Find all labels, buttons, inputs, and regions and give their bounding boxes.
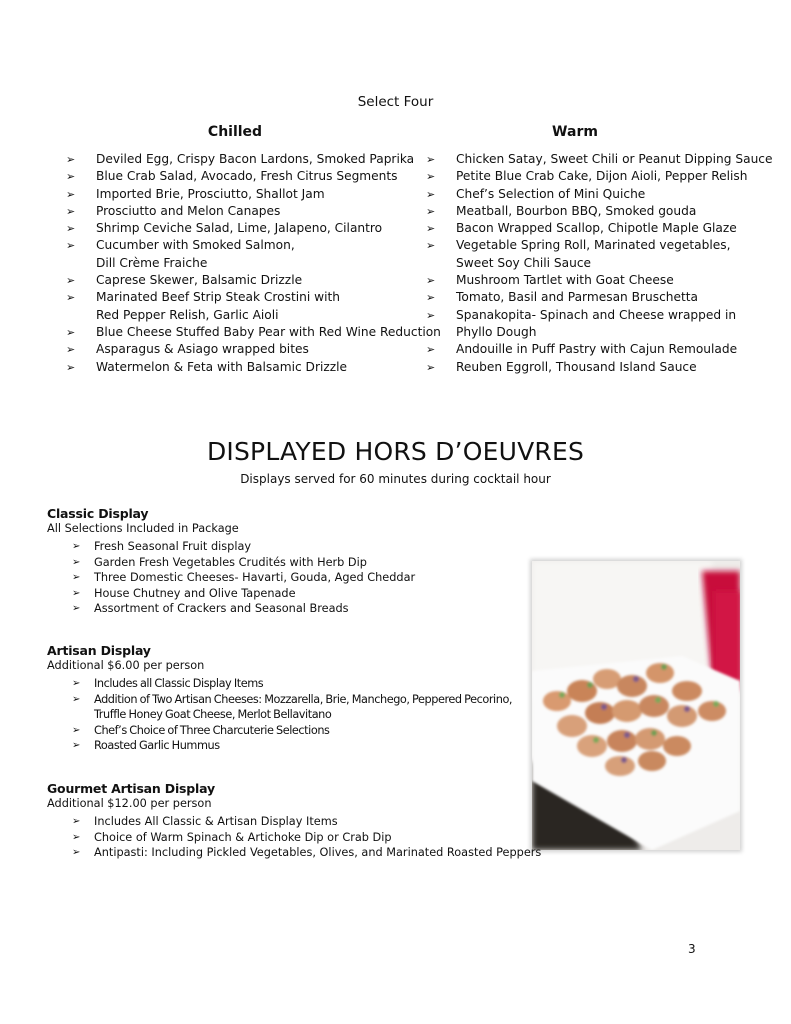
list-item-text: Addition of Two Artisan Cheeses: Mozzarella, Brie, Manchego, Peppered Pecorino, <box>94 692 513 706</box>
arrow-bullet-icon: ➢ <box>72 831 81 843</box>
arrow-bullet-icon: ➢ <box>66 343 76 357</box>
list-item <box>426 237 773 272</box>
section-title-classic: Classic Display <box>47 506 149 521</box>
arrow-bullet-icon: ➢ <box>72 572 81 584</box>
arrow-bullet-icon: ➢ <box>426 204 436 218</box>
arrow-bullet-icon: ➢ <box>66 274 76 288</box>
list-item-text: Andouille in Puff Pastry with Cajun Remoulade <box>456 342 738 357</box>
list-item <box>66 324 441 341</box>
chilled-list <box>66 151 441 376</box>
list-item <box>72 845 541 861</box>
arrow-bullet-icon: ➢ <box>66 187 76 201</box>
list-item <box>72 555 415 571</box>
list-item <box>66 359 441 376</box>
arrow-bullet-icon: ➢ <box>72 724 80 736</box>
list-item-text: Roasted Garlic Hummus <box>94 739 220 753</box>
list-item-text: Antipasti: Including Pickled Vegetables, Olives, and Marinated Roasted Peppers <box>94 846 542 860</box>
list-item-text: Blue Crab Salad, Avocado, Fresh Citrus Segments <box>96 169 398 184</box>
list-item <box>72 692 512 723</box>
list-item <box>72 676 512 692</box>
arrow-bullet-icon: ➢ <box>66 291 76 305</box>
list-item <box>426 341 773 358</box>
arrow-bullet-icon: ➢ <box>426 343 436 357</box>
list-item-text: Garden Fresh Vegetables Crudités with Herb Dip <box>94 555 367 569</box>
list-item <box>426 151 773 168</box>
list-item-text: Assortment of Crackers and Seasonal Breads <box>94 602 349 616</box>
arrow-bullet-icon: ➢ <box>66 204 76 218</box>
list-item-text: Sweet Soy Chili Sauce <box>456 255 592 270</box>
page-number: 3 <box>688 942 696 956</box>
list-item-text: Blue Cheese Stuffed Baby Pear with Red Wine Reduction <box>96 324 441 339</box>
list-item <box>426 289 773 306</box>
arrow-bullet-icon: ➢ <box>426 291 436 305</box>
list-item-text: Watermelon & Feta with Balsamic Drizzle <box>96 359 348 374</box>
list-item-text: Asparagus & Asiago wrapped bites <box>96 342 309 357</box>
section-title-artisan: Artisan Display <box>47 643 151 658</box>
list-item-text: Tomato, Basil and Parmesan Bruschetta <box>456 290 699 305</box>
arrow-bullet-icon: ➢ <box>72 740 80 752</box>
arrow-bullet-icon: ➢ <box>72 587 81 599</box>
arrow-bullet-icon: ➢ <box>426 360 436 374</box>
list-item <box>72 723 512 739</box>
arrow-bullet-icon: ➢ <box>66 325 76 339</box>
list-item-text: Three Domestic Cheeses- Havarti, Gouda, Aged Cheddar <box>94 571 416 585</box>
list-item-text: Dill Crème Fraiche <box>96 255 208 270</box>
list-item <box>72 814 541 830</box>
arrow-bullet-icon: ➢ <box>72 603 81 615</box>
list-item <box>66 341 441 358</box>
arrow-bullet-icon: ➢ <box>66 222 76 236</box>
list-item-text: Spanakopita- Spinach and Cheese wrapped in <box>456 307 737 322</box>
list-item-text: Caprese Skewer, Balsamic Drizzle <box>96 273 303 288</box>
arrow-bullet-icon: ➢ <box>426 222 436 236</box>
list-item <box>426 272 773 289</box>
arrow-bullet-icon: ➢ <box>426 274 436 288</box>
list-item <box>66 168 441 185</box>
list-item-text: Includes all Classic Display Items <box>94 677 264 690</box>
arrow-bullet-icon: ➢ <box>66 153 76 166</box>
list-item-text: Marinated Beef Strip Steak Crostini with <box>96 290 340 305</box>
list-item-text: Meatball, Bourbon BBQ, Smoked gouda <box>456 203 697 218</box>
arrow-bullet-icon: ➢ <box>426 308 436 322</box>
arrow-bullet-icon: ➢ <box>66 239 76 253</box>
arrow-bullet-icon: ➢ <box>72 816 81 827</box>
arrow-bullet-icon: ➢ <box>72 541 81 552</box>
list-item-text: Choice of Warm Spinach & Artichoke Dip or Crab Dip <box>94 830 392 844</box>
classic-display-list <box>72 539 415 617</box>
list-item-text: Reuben Eggroll, Thousand Island Sauce <box>456 359 697 374</box>
arrow-bullet-icon: ➢ <box>72 556 81 568</box>
list-item <box>426 203 773 220</box>
list-item-text: House Chutney and Olive Tapenade <box>94 586 296 600</box>
list-item <box>66 237 441 272</box>
arrow-bullet-icon: ➢ <box>66 170 76 184</box>
list-item-text: Vegetable Spring Roll, Marinated vegetables, <box>456 238 731 253</box>
section-note-gourmet: Additional $12.00 per person <box>47 797 212 810</box>
list-item <box>66 220 441 237</box>
list-item-text: Bacon Wrapped Scallop, Chipotle Maple Glaze <box>456 221 737 236</box>
list-item <box>72 601 415 617</box>
arrow-bullet-icon: ➢ <box>426 170 436 184</box>
list-item-text: Fresh Seasonal Fruit display <box>94 540 252 553</box>
list-item-text: Shrimp Ceviche Salad, Lime, Jalapeno, Cilantro <box>96 221 383 236</box>
arrow-bullet-icon: ➢ <box>426 153 436 166</box>
list-item <box>72 586 415 602</box>
list-item <box>426 220 773 237</box>
section-note-classic: All Selections Included in Package <box>47 522 239 535</box>
list-item <box>66 203 441 220</box>
arrow-bullet-icon: ➢ <box>72 678 80 689</box>
list-item <box>66 151 441 168</box>
list-item-text: Prosciutto and Melon Canapes <box>96 203 281 218</box>
section-note-artisan: Additional $6.00 per person <box>47 659 205 672</box>
chilled-heading: Chilled <box>207 124 263 140</box>
list-item <box>426 186 773 203</box>
page-subtitle: Displays served for 60 minutes during cocktail hour <box>240 472 551 486</box>
arrow-bullet-icon: ➢ <box>426 187 436 201</box>
list-item-text: Red Pepper Relish, Garlic Aioli <box>96 307 279 322</box>
list-item-text: Phyllo Dough <box>456 324 537 339</box>
list-item <box>66 289 441 324</box>
list-item <box>72 830 541 846</box>
list-item-text: Cucumber with Smoked Salmon, <box>96 238 295 253</box>
list-item <box>426 168 773 185</box>
list-item <box>66 272 441 289</box>
list-item <box>72 738 512 754</box>
warm-heading: Warm <box>552 124 598 140</box>
warm-list <box>426 151 773 376</box>
arrow-bullet-icon: ➢ <box>66 360 76 374</box>
arrow-bullet-icon: ➢ <box>72 847 81 859</box>
list-item-text: Chicken Satay, Sweet Chili or Peanut Dipping Sauce <box>456 152 773 166</box>
list-item-text: Includes All Classic & Artisan Display Items <box>94 815 338 828</box>
artisan-display-list <box>72 676 512 754</box>
section-title-gourmet: Gourmet Artisan Display <box>47 781 215 796</box>
list-item-text: Deviled Egg, Crispy Bacon Lardons, Smoked Paprika <box>96 152 415 166</box>
arrow-bullet-icon: ➢ <box>426 239 436 253</box>
list-item-text: Truffle Honey Goat Cheese, Merlot Bellavitano <box>94 708 332 722</box>
list-item-text: Chef’s Choice of Three Charcuterie Selections <box>94 723 330 737</box>
page-title: DISPLAYED HORS D’OEUVRES <box>206 437 585 466</box>
list-item <box>426 307 773 342</box>
list-item-text: Petite Blue Crab Cake, Dijon Aioli, Pepper Relish <box>456 169 748 184</box>
select-four-instruction: Select Four <box>357 94 434 110</box>
gourmet-display-list <box>72 814 541 861</box>
food-photo <box>532 561 740 850</box>
list-item <box>426 359 773 376</box>
list-item <box>66 186 441 203</box>
arrow-bullet-icon: ➢ <box>72 693 80 705</box>
list-item <box>72 539 415 555</box>
list-item <box>72 570 415 586</box>
list-item-text: Chef’s Selection of Mini Quiche <box>456 186 646 201</box>
list-item-text: Imported Brie, Prosciutto, Shallot Jam <box>96 186 325 201</box>
list-item-text: Mushroom Tartlet with Goat Cheese <box>456 273 674 288</box>
